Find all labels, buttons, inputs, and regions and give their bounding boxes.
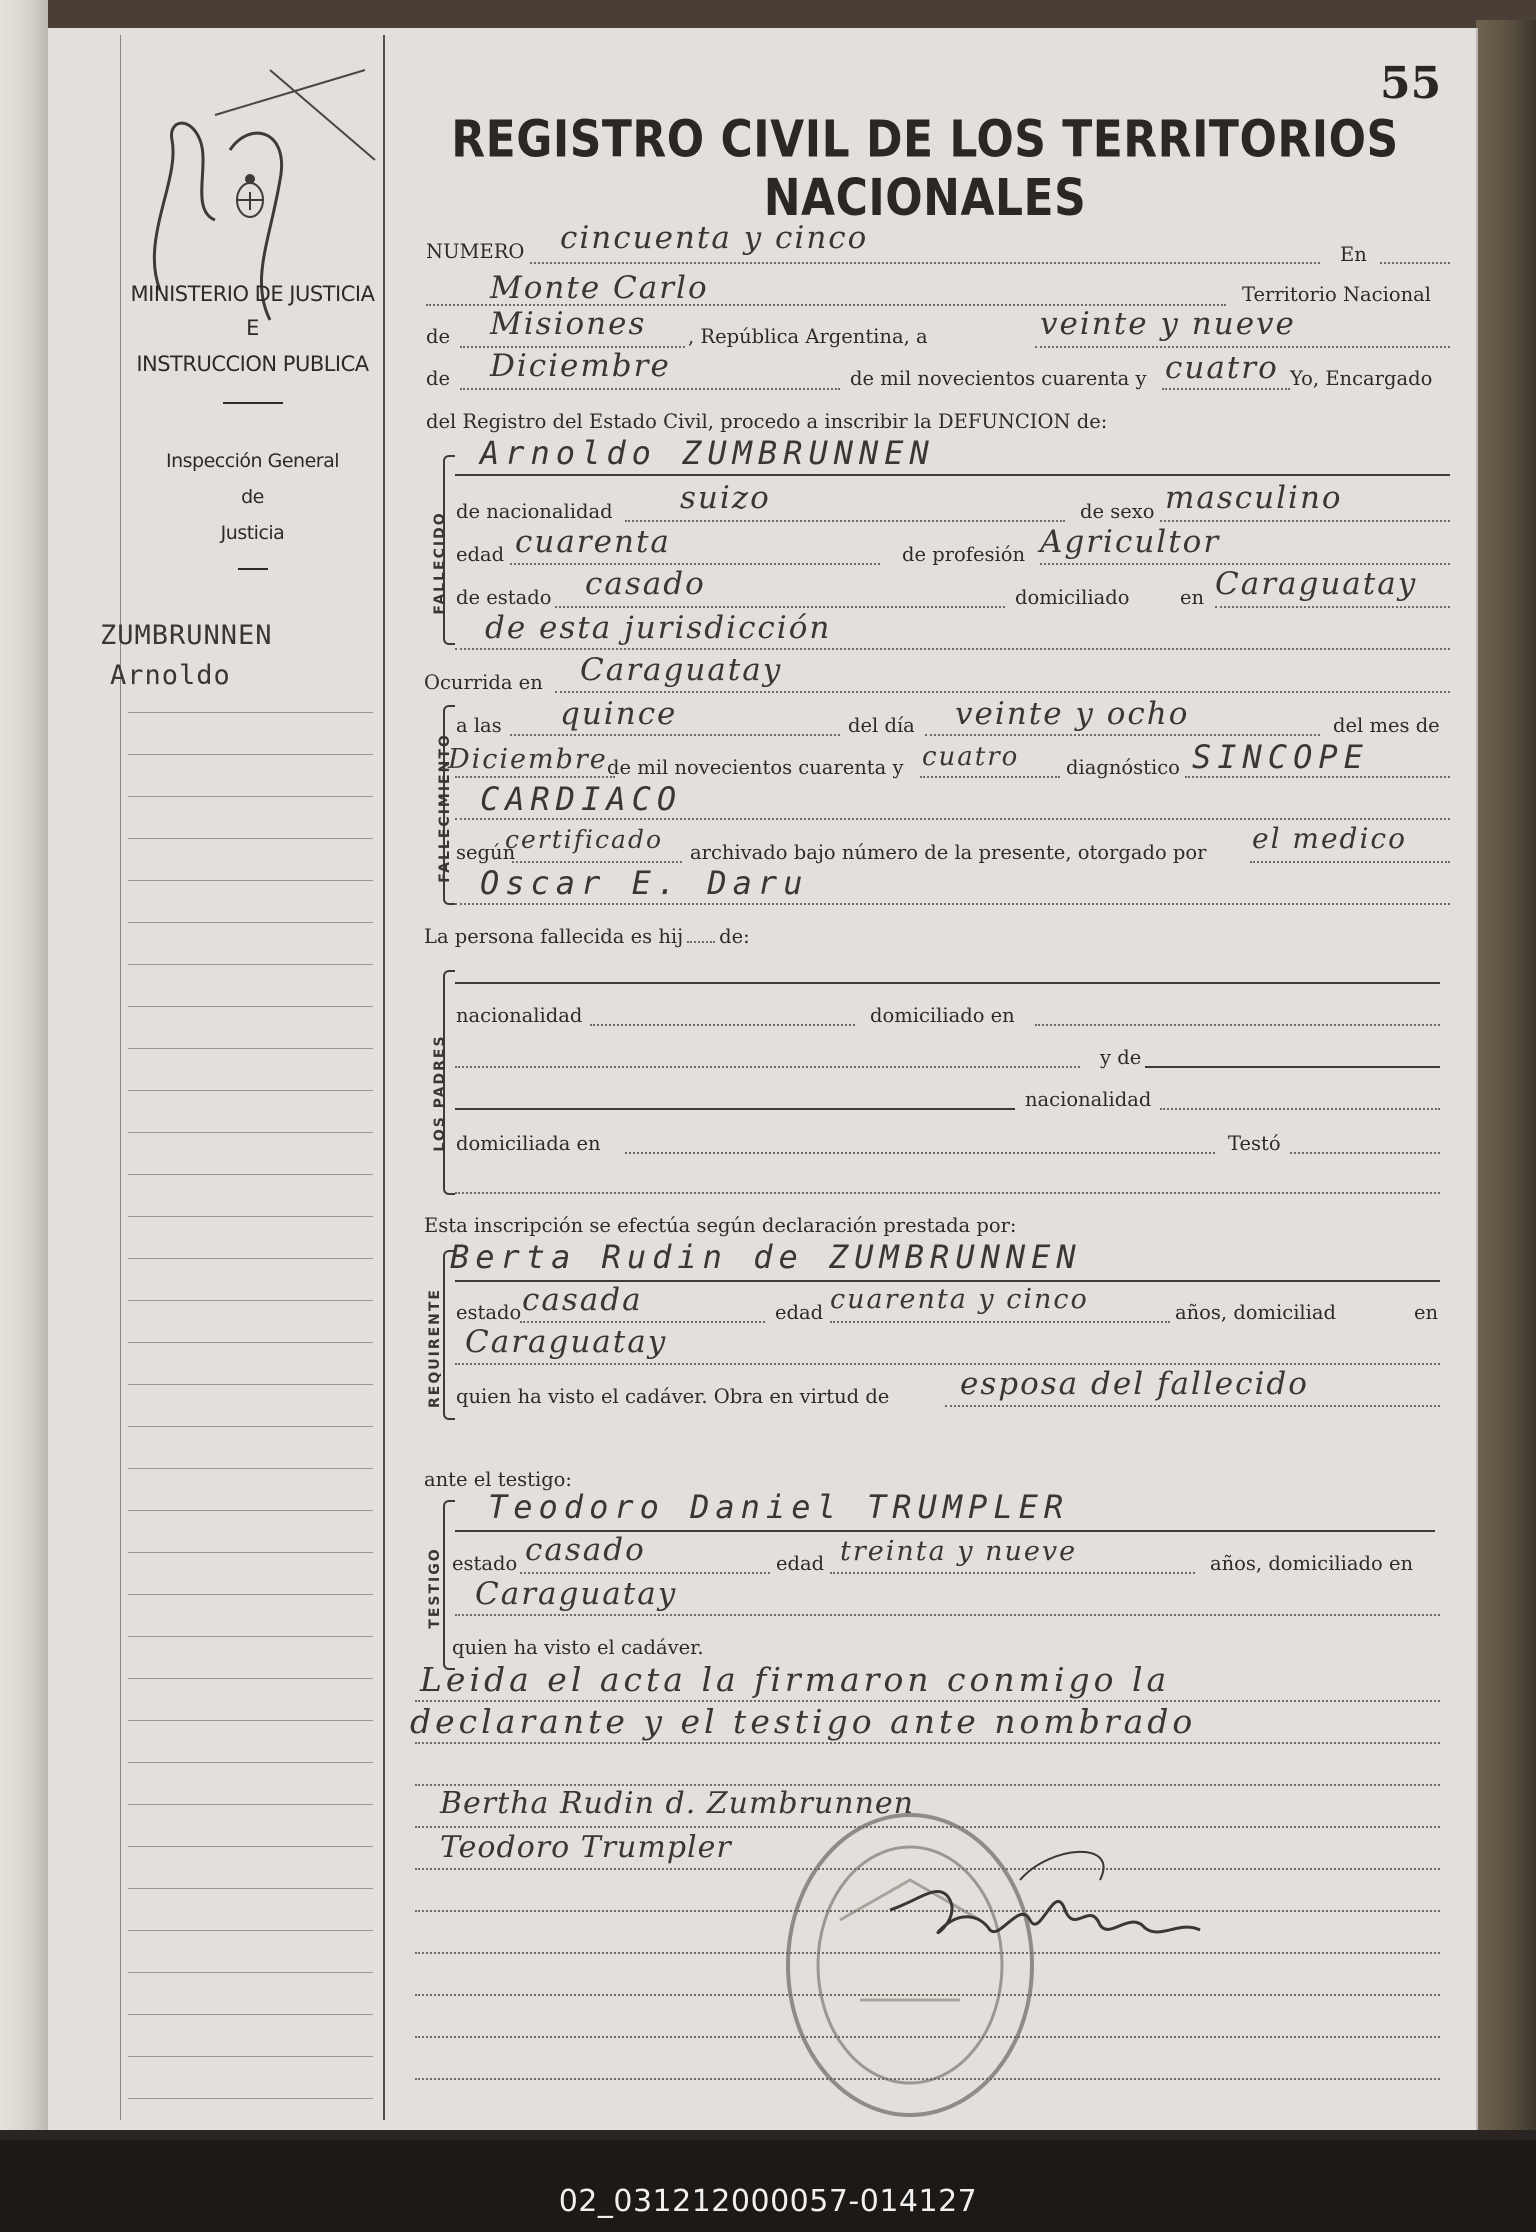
label-p-testo: Testó: [1228, 1132, 1281, 1155]
line-mes: [460, 388, 840, 390]
line-t-estado: [520, 1572, 770, 1574]
margin-ruled-line: [128, 1720, 373, 1721]
label-edad: edad: [456, 543, 505, 566]
margin-ruled-line: [128, 1468, 373, 1469]
margin-ruled-line: [128, 2056, 373, 2057]
value-r-virtud: esposa del fallecido: [960, 1366, 1309, 1402]
label-estado: de estado: [456, 586, 552, 609]
margin-ruled-line: [128, 1510, 373, 1511]
binding-edge: [0, 0, 48, 2130]
ministry-divider: [223, 402, 283, 404]
line-numero: [530, 262, 1320, 264]
line-nombre: [455, 474, 1450, 476]
side-label-padres: LOS PADRES: [432, 1034, 448, 1152]
label-hijo-de: de:: [719, 925, 750, 948]
inspection-line1: Inspección General: [165, 450, 340, 472]
line-anio-fall: [920, 776, 1060, 778]
value-dia-fall: veinte y ocho: [955, 696, 1190, 732]
line-medico: [455, 903, 1450, 905]
line-profesion: [1040, 563, 1450, 565]
value-edad: cuarenta: [515, 524, 671, 560]
label-republica: , República Argentina, a: [688, 325, 928, 348]
value-r-nombre: Berta Rudin de ZUMBRUNNEN: [450, 1238, 1082, 1276]
margin-ruled-line: [128, 1762, 373, 1763]
label-p-domiciliado: domiciliado en: [870, 1004, 1015, 1027]
line-cierre2: [415, 1742, 1440, 1744]
registrar-signature: [880, 1840, 1240, 1970]
value-otorgado: el medico: [1252, 822, 1407, 855]
margin-ruled-line: [128, 1972, 373, 1973]
line-ocurrida: [555, 691, 1450, 693]
margin-ruled-line: [128, 2014, 373, 2015]
ministry-line2: E: [246, 316, 259, 340]
value-diagnostico2: CARDIACO: [480, 780, 683, 818]
signature-declarante: Bertha Rudin d. Zumbrunnen: [440, 1786, 914, 1821]
margin-ruled-line: [128, 1342, 373, 1343]
value-lugar: Monte Carlo: [490, 270, 709, 306]
margin-ruled-line: [128, 754, 373, 755]
label-hijo-text: La persona fallecida es hij: [424, 925, 684, 948]
line-r-estado: [520, 1321, 765, 1323]
value-anio-fall: cuatro: [922, 742, 1020, 772]
value-ocurrida: Caraguatay: [580, 652, 783, 688]
line-p-extra: [455, 1066, 1080, 1068]
line-p-testo: [1290, 1152, 1440, 1154]
value-t-domicilio: Caraguatay: [475, 1576, 678, 1612]
background-top: [0, 0, 1536, 30]
value-anio: cuatro: [1165, 350, 1279, 386]
label-diagnostico: diagnóstico: [1066, 756, 1180, 779]
value-t-edad: treinta y nueve: [840, 1536, 1078, 1567]
line-segun: [512, 861, 682, 863]
label-segun: según: [456, 841, 516, 864]
inspection-line2: de: [241, 486, 264, 508]
label-del-mes: del mes de: [1333, 714, 1440, 737]
document-title: REGISTRO CIVIL DE LOS TERRITORIOS NACIONALES: [451, 110, 1399, 228]
value-t-nombre: Teodoro Daniel TRUMPLER: [488, 1488, 1070, 1526]
value-r-edad: cuarenta y cinco: [830, 1284, 1089, 1315]
label-territorio: Territorio Nacional: [1242, 283, 1431, 306]
line-t-edad: [830, 1572, 1195, 1574]
value-domicilio: Caraguatay: [1215, 566, 1418, 602]
label-t-edad: edad: [776, 1552, 825, 1575]
margin-ruled-line: [128, 1930, 373, 1931]
value-nombre: Arnoldo ZUMBRUNNEN: [480, 434, 935, 472]
label-p-y-de: y de: [1100, 1046, 1142, 1069]
margin-ruled-line: [128, 1426, 373, 1427]
label-inscripcion: Esta inscripción se efectúa según declaración prestada por:: [424, 1214, 1017, 1237]
value-dia: veinte y nueve: [1040, 306, 1296, 342]
value-diagnostico: SINCOPE: [1192, 738, 1369, 776]
line-p-domiciliada: [625, 1152, 1215, 1154]
cross-mark: [215, 70, 375, 160]
label-domiciliado: domiciliado: [1015, 586, 1130, 609]
book-cover-edge: [1476, 20, 1536, 2130]
label-ante-testigo: ante el testigo:: [424, 1468, 572, 1491]
margin-ruled-line: [128, 1888, 373, 1889]
label-mil2: de mil novecientos cuarenta y: [607, 756, 904, 779]
margin-surname: ZUMBRUNNEN: [100, 620, 273, 651]
margin-ruled-line: [128, 2098, 373, 2099]
line-t-domicilio: [455, 1614, 1440, 1616]
line-madre-nombre: [1145, 1066, 1440, 1068]
label-p-nacionalidad: nacionalidad: [456, 1004, 583, 1027]
value-cierre2: declarante y el testigo ante nombrado: [410, 1702, 1197, 1741]
margin-ruled-line: [128, 1636, 373, 1637]
margin-ruled-line: [128, 1006, 373, 1007]
margin-ruled-line: [128, 1804, 373, 1805]
margin-ruled-line: [128, 796, 373, 797]
line-diagnostico2: [455, 818, 1450, 820]
margin-ruled-line: [128, 1048, 373, 1049]
value-hora: quince: [560, 696, 678, 732]
value-segun: certificado: [505, 825, 663, 854]
side-label-requirente: REQUIRENTE: [427, 1288, 443, 1408]
ministry-line1: MINISTERIO DE JUSTICIA: [130, 282, 375, 306]
line-diagnostico: [1185, 776, 1450, 778]
margin-ruled-line: [128, 1216, 373, 1217]
side-label-testigo: TESTIGO: [427, 1547, 443, 1629]
label-sexo: de sexo: [1080, 500, 1155, 523]
value-numero: cincuenta y cinco: [560, 220, 869, 256]
value-estado: casado: [585, 566, 706, 602]
line-p-nacionalidad: [590, 1024, 855, 1026]
line-dia-fall: [925, 734, 1320, 736]
margin-ruled-line: [128, 1384, 373, 1385]
margin-ruled-line: [128, 1300, 373, 1301]
margin-ruled-line: [128, 1258, 373, 1259]
line-r-domicilio: [455, 1363, 1440, 1365]
label-en2: en: [1180, 586, 1205, 609]
line-r-edad: [830, 1321, 1170, 1323]
line-domicilio2: [455, 648, 1450, 650]
label-registro: del Registro del Estado Civil, procedo a inscribir la DEFUNCION de:: [426, 410, 1108, 433]
margin-ruled-line: [128, 922, 373, 923]
ministry-line3: INSTRUCCION PUBLICA: [136, 352, 369, 376]
line-p-extra2: [455, 1192, 1440, 1194]
label-t-estado: estado: [452, 1552, 518, 1575]
margin-ruled-line: [128, 1678, 373, 1679]
label-yo: Yo, Encargado: [1290, 367, 1433, 390]
side-label-fallecido: FALLECIDO: [432, 511, 448, 615]
value-r-domicilio: Caraguatay: [465, 1324, 668, 1360]
value-t-estado: casado: [525, 1532, 646, 1568]
label-t-quien: quien ha visto el cadáver.: [452, 1636, 704, 1659]
value-nacionalidad: suizo: [680, 480, 771, 516]
label-de2: de: [426, 367, 451, 390]
label-r-quien: quien ha visto el cadáver. Obra en virtud de: [456, 1385, 890, 1408]
line-nacionalidad: [625, 520, 1065, 522]
label-a-las: a las: [456, 714, 502, 737]
value-r-estado: casada: [522, 1282, 643, 1318]
line-estado: [555, 606, 1005, 608]
line-en: [1380, 262, 1450, 264]
line-domicilio: [1215, 606, 1450, 608]
label-numero: NUMERO: [426, 240, 525, 263]
margin-ruled-line: [128, 880, 373, 881]
line-anio: [1162, 388, 1290, 390]
line-edad: [510, 563, 880, 565]
margin-ruled-line: [128, 1552, 373, 1553]
label-en: En: [1340, 243, 1367, 266]
value-sexo: masculino: [1165, 480, 1343, 516]
line-sexo: [1160, 520, 1450, 522]
label-t-anos: años, domiciliado en: [1210, 1552, 1414, 1575]
value-cierre1: Leida el acta la firmaron conmigo la: [420, 1660, 1171, 1699]
value-mes: Diciembre: [490, 348, 671, 384]
value-provincia: Misiones: [490, 306, 647, 342]
value-domicilio2: de esta jurisdicción: [485, 610, 832, 646]
label-profesion: de profesión: [902, 543, 1026, 566]
line-hijo-blank: [687, 941, 715, 943]
signature-testigo: Teodoro Trumpler: [440, 1830, 732, 1865]
image-id-label: 02_031212000057-014127: [558, 2184, 978, 2219]
margin-given-name: Arnoldo: [110, 660, 231, 691]
label-r-anos: años, domiciliad: [1175, 1301, 1337, 1324]
label-de: de: [426, 325, 451, 348]
label-nacionalidad: de nacionalidad: [456, 500, 613, 523]
value-medico: Oscar E. Daru: [480, 864, 809, 902]
label-r-en: en: [1414, 1301, 1439, 1324]
coat-of-arms-emblem: [237, 174, 263, 217]
margin-ruled-line: [128, 712, 373, 713]
line-dia: [1035, 346, 1450, 348]
label-ocurrida: Ocurrida en: [424, 671, 543, 694]
value-profesion: Agricultor: [1040, 524, 1221, 560]
margin-ruled-line: [128, 1090, 373, 1091]
label-r-edad: edad: [775, 1301, 824, 1324]
label-p-nacionalidad2: nacionalidad: [1025, 1088, 1152, 1111]
margin-ruled-line: [128, 964, 373, 965]
label-r-estado: estado: [456, 1301, 522, 1324]
line-p-nacionalidad2: [1160, 1108, 1440, 1110]
line-mes-fall: [455, 776, 615, 778]
value-mes-fall: Diciembre: [448, 744, 608, 775]
line-hora: [510, 734, 840, 736]
page-number: 55: [1380, 58, 1442, 109]
margin-ruled-line: [128, 1594, 373, 1595]
label-del-dia: del día: [848, 714, 915, 737]
label-archivado: archivado bajo número de la presente, otorgado por: [690, 841, 1207, 864]
inspection-divider: [238, 568, 268, 570]
inspection-line3: Justicia: [220, 522, 285, 544]
label-hijo: [424, 925, 750, 948]
line-madre-nombre2: [455, 1108, 1015, 1110]
margin-ruled-line: [128, 1846, 373, 1847]
label-p-domiciliada: domiciliada en: [456, 1132, 601, 1155]
margin-ruled-line: [128, 1132, 373, 1133]
margin-ruled-line: [128, 1174, 373, 1175]
label-mil: de mil novecientos cuarenta y: [850, 367, 1147, 390]
line-padre-nombre: [455, 982, 1440, 984]
line-p-domicilio: [1035, 1024, 1440, 1026]
side-label-fallecimiento: FALLECIMIENTO: [437, 733, 453, 883]
line-otorgado: [1250, 861, 1450, 863]
margin-ruled-line: [128, 838, 373, 839]
line-r-virtud: [945, 1405, 1440, 1407]
